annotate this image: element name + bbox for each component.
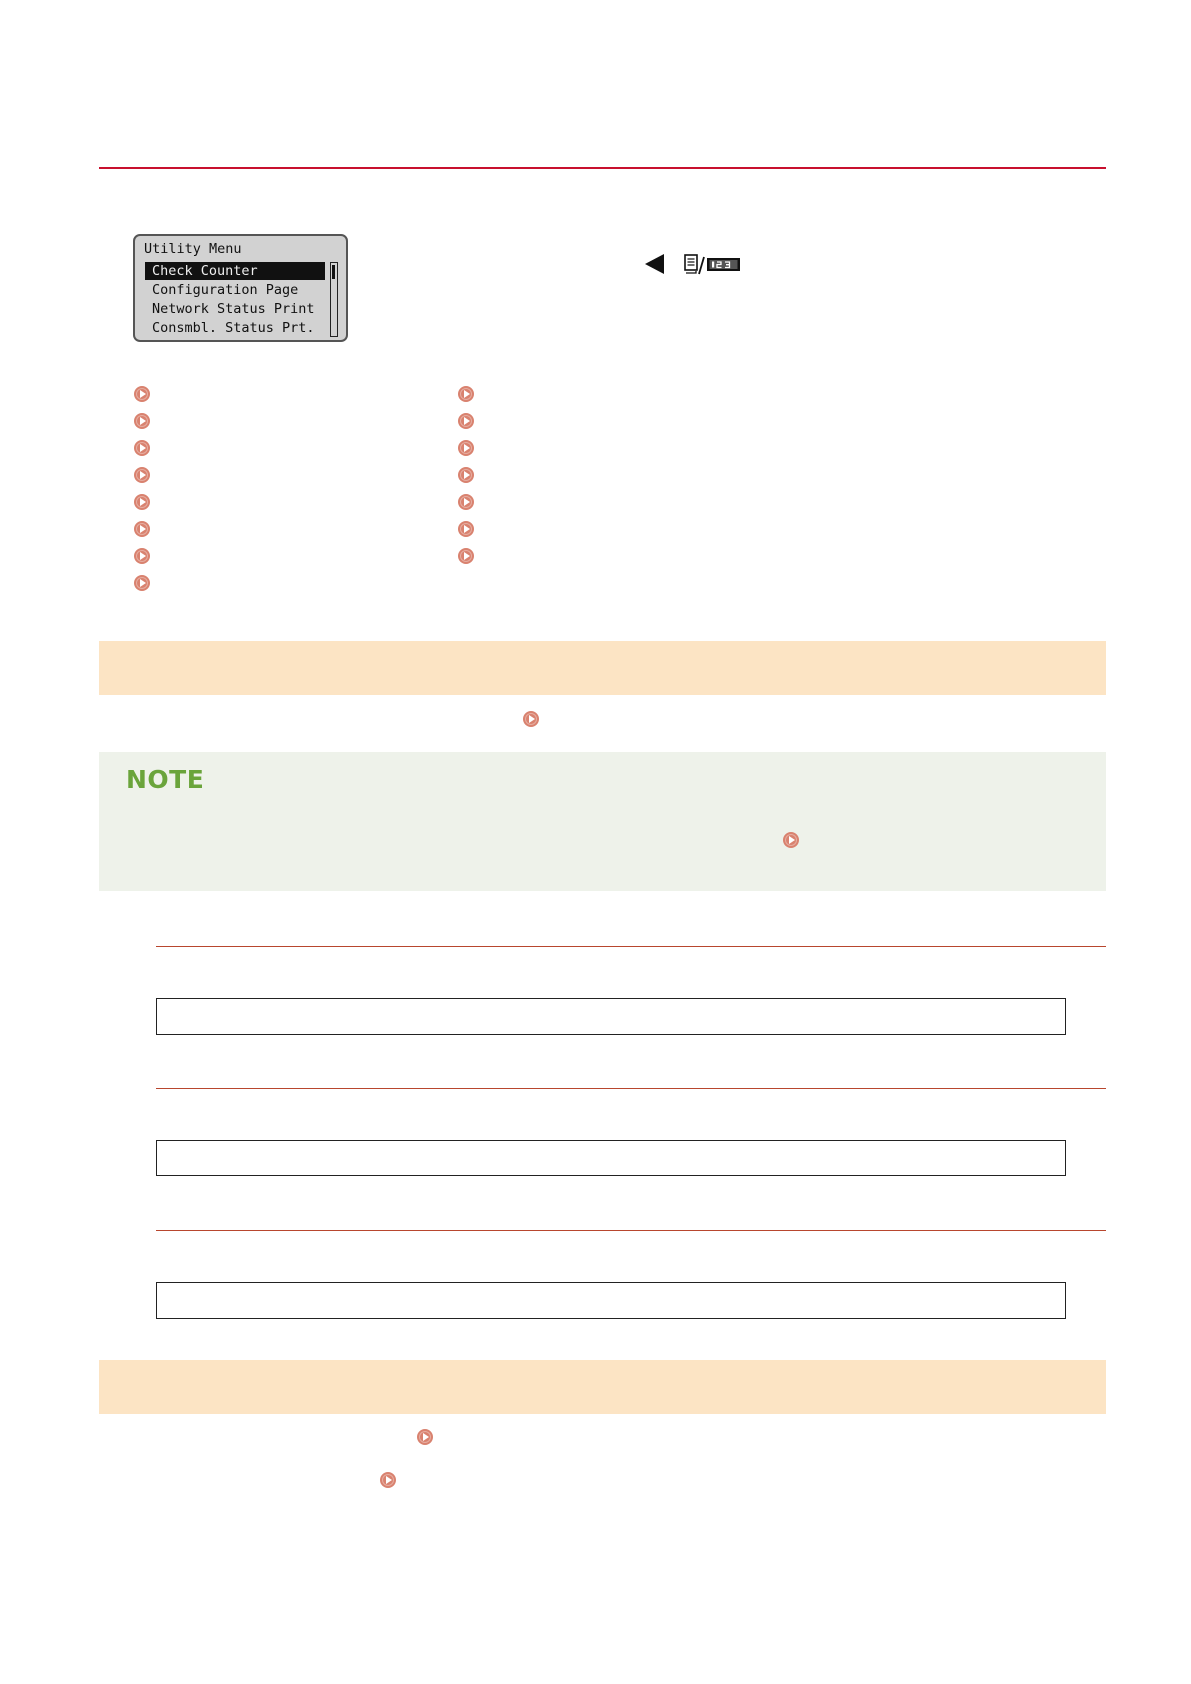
- subsection-rule: [156, 1088, 1106, 1089]
- lcd-menu-item-check-counter[interactable]: Check Counter: [145, 262, 325, 280]
- section-heading-band: [99, 1360, 1106, 1414]
- link-arrow-icon[interactable]: [134, 386, 150, 402]
- link-arrow-icon[interactable]: [417, 1429, 433, 1445]
- setting-box: [156, 1282, 1066, 1319]
- link-arrow-icon[interactable]: [458, 521, 474, 537]
- link-arrow-icon[interactable]: [134, 521, 150, 537]
- lcd-title: Utility Menu: [144, 241, 242, 257]
- setting-box: [156, 998, 1066, 1035]
- link-arrow-icon[interactable]: [458, 386, 474, 402]
- lcd-menu-item-network-status-print[interactable]: Network Status Print: [152, 301, 315, 317]
- lcd-scrollbar-thumb: [332, 265, 335, 279]
- link-arrow-icon[interactable]: [458, 494, 474, 510]
- title-rule: [99, 167, 1106, 169]
- link-arrow-icon[interactable]: [458, 440, 474, 456]
- note-box: [99, 752, 1106, 891]
- lcd-menu-item-consumables-status-print[interactable]: Consmbl. Status Prt.: [152, 320, 315, 336]
- subsection-rule: [156, 946, 1106, 947]
- link-arrow-icon[interactable]: [134, 413, 150, 429]
- note-title: NOTE: [126, 765, 205, 794]
- link-arrow-icon[interactable]: [134, 548, 150, 564]
- lcd-scrollbar: [330, 262, 338, 337]
- link-arrow-icon[interactable]: [134, 575, 150, 591]
- setting-box: [156, 1140, 1066, 1176]
- link-arrow-icon[interactable]: [134, 440, 150, 456]
- section-heading-band: [99, 641, 1106, 695]
- left-arrow-icon: [645, 254, 664, 274]
- link-arrow-icon[interactable]: [134, 467, 150, 483]
- link-arrow-icon[interactable]: [458, 548, 474, 564]
- link-arrow-icon[interactable]: [380, 1472, 396, 1488]
- lcd-menu-item-configuration-page[interactable]: Configuration Page: [152, 282, 299, 298]
- link-arrow-icon[interactable]: [134, 494, 150, 510]
- link-arrow-icon[interactable]: [783, 832, 799, 848]
- link-arrow-icon[interactable]: [458, 413, 474, 429]
- utility-menu-key-icon: [684, 254, 742, 276]
- subsection-rule: [156, 1230, 1106, 1231]
- link-arrow-icon[interactable]: [458, 467, 474, 483]
- lcd-display: [133, 234, 348, 342]
- link-arrow-icon[interactable]: [523, 711, 539, 727]
